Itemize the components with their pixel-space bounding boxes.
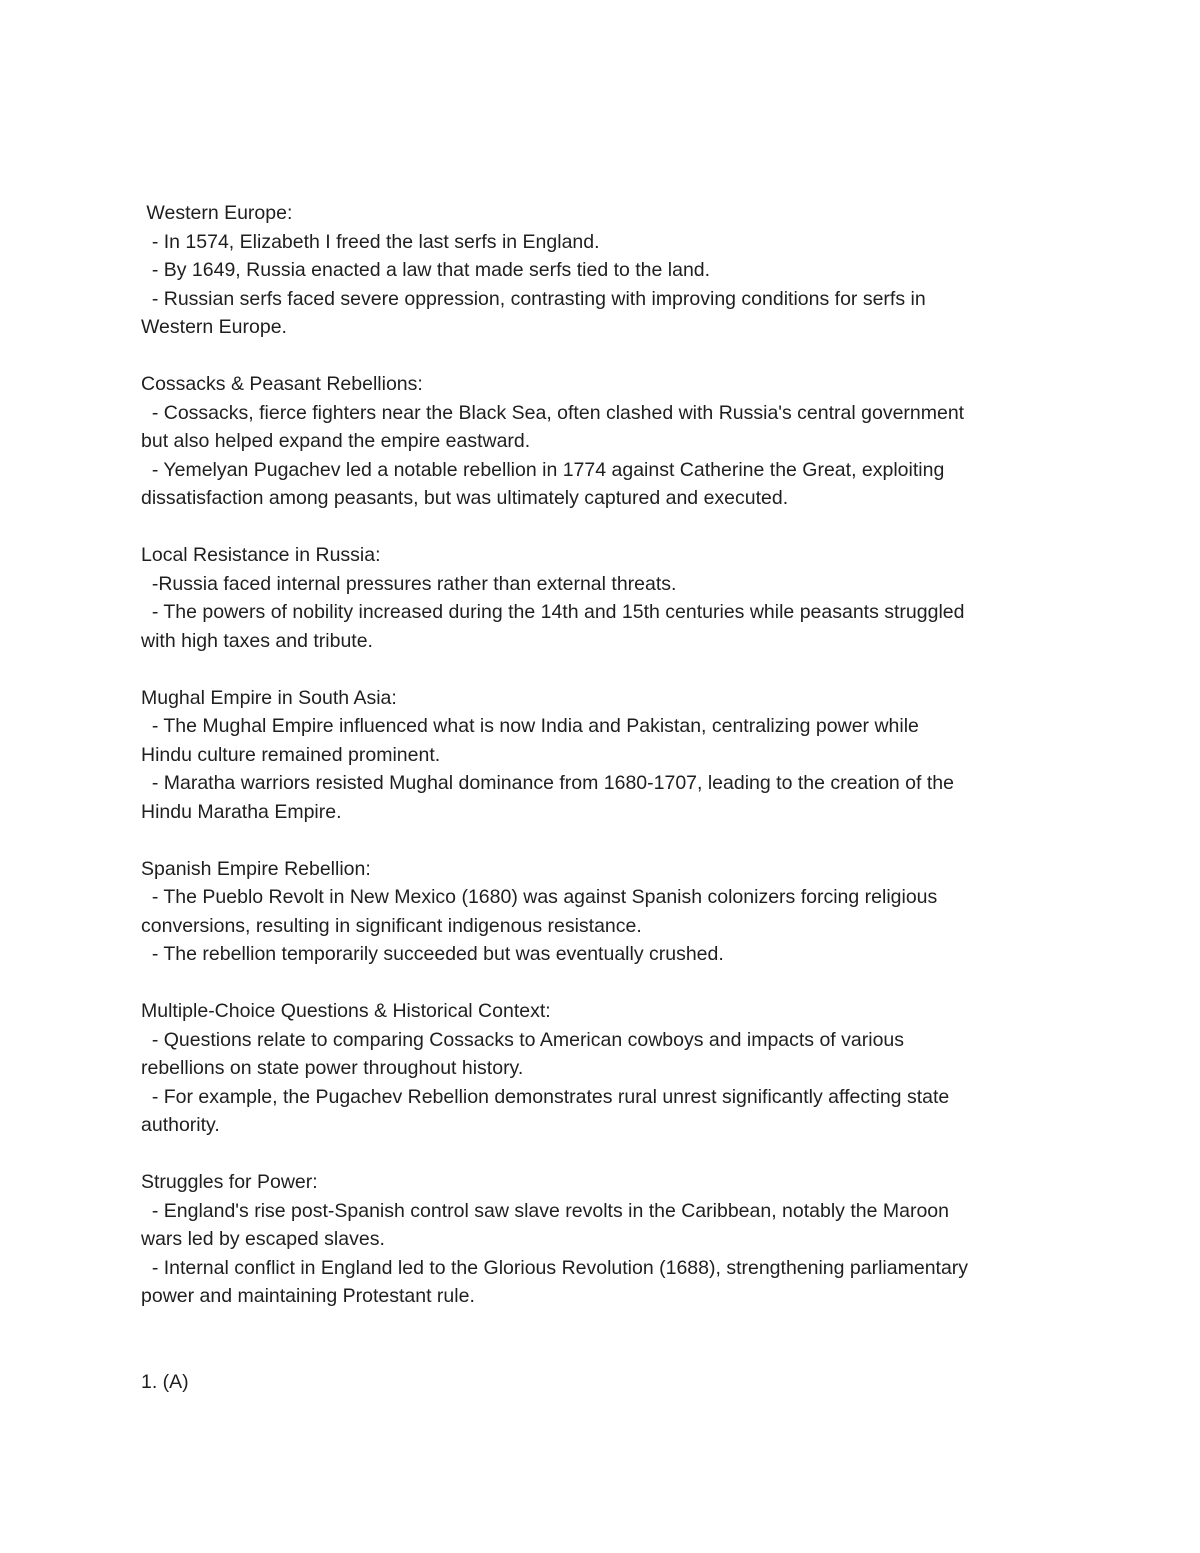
section-heading: Struggles for Power: <box>141 1171 318 1193</box>
paragraph-spacer <box>141 1311 1076 1368</box>
answer-line: 1. (A) <box>141 1370 189 1393</box>
bullet-line: - Maratha warriors resisted Mughal dominance from 1680-1707, leading to the creation of the <box>141 772 954 794</box>
section-heading: Western Europe: <box>141 202 293 224</box>
paragraph-spacer <box>141 655 1076 684</box>
bullet-line: Hindu culture remained prominent. <box>141 743 441 766</box>
paragraph-spacer <box>141 969 1076 998</box>
section-heading: Cossacks & Peasant Rebellions: <box>141 373 423 395</box>
bullet-line: dissatisfaction among peasants, but was ultimately captured and executed. <box>141 487 789 509</box>
bullet-line: - For example, the Pugachev Rebellion demonstrates rural unrest significantly affecting state <box>141 1085 950 1108</box>
section-heading: Mughal Empire in South Asia: <box>141 686 397 709</box>
bullet-line: authority. <box>141 1114 220 1136</box>
bullet-line: - The Pueblo Revolt in New Mexico (1680) was against Spanish colonizers forcing religious <box>141 886 938 908</box>
bullet-line: - England's rise post-Spanish control saw slave revolts in the Caribbean, notably the Maroon <box>141 1199 949 1222</box>
section-western-europe <box>141 199 1076 342</box>
bullet-line: power and maintaining Protestant rule. <box>141 1285 475 1307</box>
bullet-line: - The Mughal Empire influenced what is now India and Pakistan, centralizing power while <box>141 715 919 737</box>
section-multiple-choice <box>141 997 1076 1140</box>
section-local-resistance <box>141 541 1076 655</box>
bullet-line: - In 1574, Elizabeth I freed the last serfs in England. <box>141 230 600 253</box>
section-heading: Multiple-Choice Questions & Historical Context: <box>141 1000 551 1022</box>
section-heading: Local Resistance in Russia: <box>141 544 381 566</box>
bullet-line: - By 1649, Russia enacted a law that made serfs tied to the land. <box>141 259 711 281</box>
bullet-line: with high taxes and tribute. <box>141 629 373 652</box>
section-cossacks <box>141 370 1076 513</box>
bullet-line: - Russian serfs faced severe oppression, contrasting with improving conditions for serfs in <box>141 287 926 310</box>
section-mughal-empire <box>141 684 1076 827</box>
bullet-line: conversions, resulting in significant indigenous resistance. <box>141 914 642 937</box>
bullet-line: - Cossacks, fierce fighters near the Black Sea, often clashed with Russia's central government <box>141 401 965 424</box>
paragraph-spacer <box>141 513 1076 542</box>
paragraph-spacer <box>141 826 1076 855</box>
document-body <box>141 199 1076 1396</box>
bullet-line: rebellions on state power throughout history. <box>141 1057 524 1079</box>
paragraph-spacer <box>141 342 1076 371</box>
bullet-line: - The rebellion temporarily succeeded but was eventually crushed. <box>141 943 724 965</box>
bullet-line: - Internal conflict in England led to the Glorious Revolution (1688), strengthening parliamentary <box>141 1256 969 1279</box>
bullet-line: Western Europe. <box>141 316 287 338</box>
bullet-line: wars led by escaped slaves. <box>141 1228 385 1250</box>
bullet-line: - Yemelyan Pugachev led a notable rebellion in 1774 against Catherine the Great, exploiting <box>141 458 945 481</box>
section-heading: Spanish Empire Rebellion: <box>141 857 371 880</box>
section-struggles-for-power <box>141 1168 1076 1311</box>
bullet-line: but also helped expand the empire eastward. <box>141 430 531 452</box>
section-spanish-empire <box>141 855 1076 969</box>
paragraph-spacer <box>141 1140 1076 1169</box>
bullet-line: - The powers of nobility increased during the 14th and 15th centuries while peasants struggled <box>141 601 965 623</box>
bullet-line: -Russia faced internal pressures rather than external threats. <box>141 572 677 595</box>
bullet-line: Hindu Maratha Empire. <box>141 800 342 823</box>
bullet-line: - Questions relate to comparing Cossacks to American cowboys and impacts of various <box>141 1028 905 1051</box>
